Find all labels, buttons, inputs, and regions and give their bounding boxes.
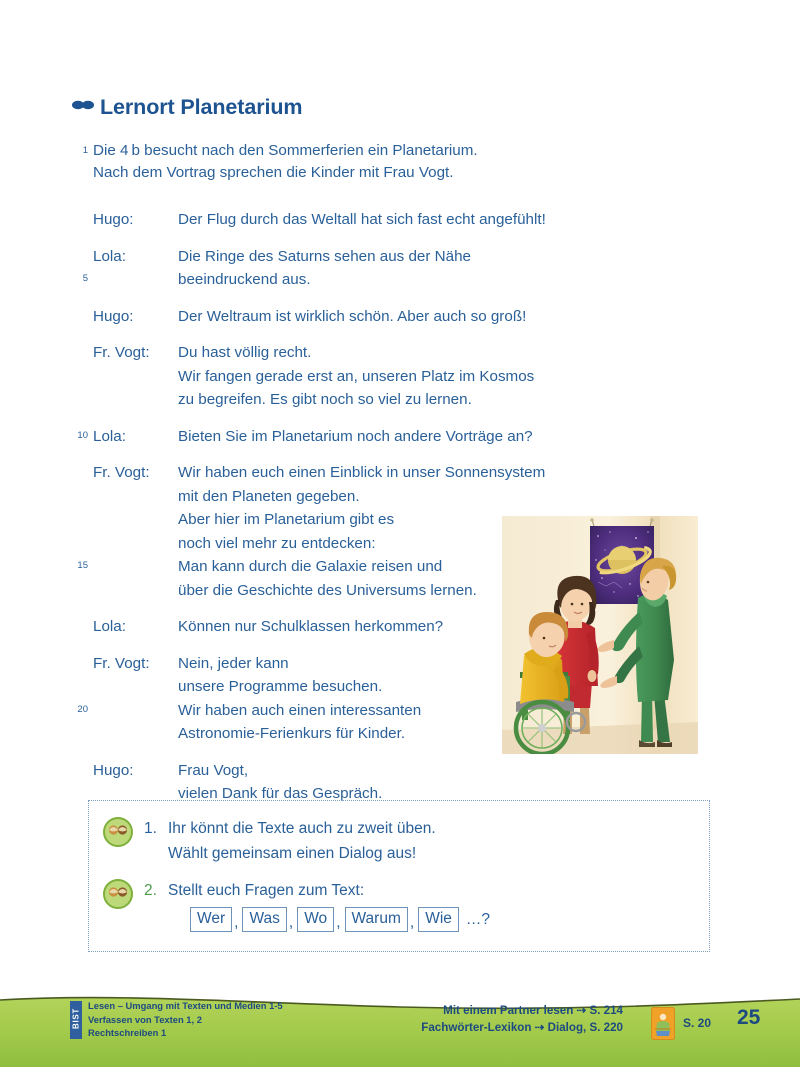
task-item xyxy=(103,816,436,866)
dialogue-line xyxy=(72,388,692,412)
dialogue-turn xyxy=(72,305,692,329)
speaker-name xyxy=(93,555,178,579)
cross-reference-line[interactable]: Fachwörter-Lexikon ⇢ Dialog, S. 220 xyxy=(421,1021,623,1034)
speaker-name xyxy=(93,675,178,699)
partner-work-icon xyxy=(103,879,133,909)
utterance-text: Die Ringe des Saturns sehen aus der Nähe xyxy=(178,247,471,265)
dialogue-line xyxy=(72,759,692,783)
intro-paragraph xyxy=(72,140,672,184)
workbook-icon xyxy=(651,1007,675,1040)
task-number: 1. xyxy=(144,820,157,837)
partner-work-icon xyxy=(103,817,133,847)
dialogue-line xyxy=(72,245,692,269)
question-words-ellipsis: …? xyxy=(465,911,491,928)
utterance-text: über die Geschichte des Universums lernen. xyxy=(178,581,477,599)
intro-line-text: Nach dem Vortrag sprechen die Kinder mit Frau Vogt. xyxy=(93,164,454,181)
speaker-name xyxy=(93,268,178,292)
utterance-text: Der Flug durch das Weltall hat sich fast echt angefühlt! xyxy=(178,211,546,228)
question-word-list xyxy=(190,907,490,932)
dialogue-line xyxy=(72,365,692,389)
utterance-text: Bieten Sie im Planetarium noch andere Vorträge an? xyxy=(178,427,533,445)
utterance-text: Der Weltraum ist wirklich schön. Aber auch so groß! xyxy=(178,307,527,325)
speaker-name xyxy=(93,485,178,509)
line-number: 15 xyxy=(77,560,88,571)
utterance-text: Können nur Schulklassen herkommen? xyxy=(178,618,444,635)
utterance-text: Astronomie-Ferienkurs für Kinder. xyxy=(178,725,406,742)
planetarium-illustration xyxy=(502,516,698,754)
dialogue-line xyxy=(72,341,692,365)
bist-tab xyxy=(70,1001,82,1039)
dialogue-line xyxy=(72,485,692,509)
utterance-text: Man kann durch die Galaxie reisen und xyxy=(178,558,443,575)
task-line: Ihr könnt die Texte auch zu zweit üben. xyxy=(168,820,436,837)
utterance-text: zu begreifen. Es gibt noch so viel zu lernen. xyxy=(178,391,472,408)
intro-line xyxy=(72,140,672,162)
dialogue-line xyxy=(72,208,692,232)
speaker-name xyxy=(93,388,178,412)
utterance-text: vielen Dank für das Gespräch. xyxy=(178,785,383,802)
speaker-name: Fr. Vogt: xyxy=(93,654,150,672)
dialogue-turn xyxy=(72,341,692,412)
question-word-wer[interactable]: Wer xyxy=(190,907,232,932)
question-word-warum[interactable]: Warum xyxy=(345,907,408,932)
utterance-text: noch viel mehr zu entdecken: xyxy=(178,534,376,552)
utterance-text: beeindruckend aus. xyxy=(178,271,311,288)
task-number: 2. xyxy=(144,882,157,899)
question-word-wie[interactable]: Wie xyxy=(418,907,459,932)
speaker-name: Fr. Vogt: xyxy=(93,464,150,481)
dialogue-line xyxy=(72,305,692,329)
utterance-text: Frau Vogt, xyxy=(178,761,249,779)
double-dot-icon xyxy=(72,98,94,112)
curriculum-line: Verfassen von Texten 1, 2 xyxy=(88,1013,202,1025)
utterance-text: mit den Planeten gegeben. xyxy=(178,487,360,505)
speaker-name xyxy=(93,699,178,723)
page-footer xyxy=(0,987,800,1067)
utterance-text: Nein, jeder kann xyxy=(178,654,289,672)
question-word-was[interactable]: Was xyxy=(242,907,286,932)
speaker-name xyxy=(93,532,178,556)
page-title xyxy=(72,95,302,120)
task-item xyxy=(103,878,490,932)
dialogue-turn xyxy=(72,245,692,292)
cross-reference-line[interactable]: Mit einem Partner lesen ⇢ S. 214 xyxy=(443,1004,623,1017)
dialogue-turn xyxy=(72,425,692,449)
workbook-page-ref: S. 20 xyxy=(683,1016,712,1030)
speaker-name xyxy=(93,722,178,746)
task-text xyxy=(168,878,490,932)
speaker-name: Lola: xyxy=(93,618,126,635)
speaker-name xyxy=(93,365,178,389)
utterance-text: Wir haben euch einen Einblick in unser Sonnensystem xyxy=(178,464,546,481)
exercise-box xyxy=(88,800,710,952)
cross-references xyxy=(421,1002,623,1036)
line-number: 1 xyxy=(82,145,88,156)
speaker-name: Hugo: xyxy=(93,307,134,325)
task-text xyxy=(168,816,436,866)
line-number: 5 xyxy=(82,273,88,284)
speaker-name: Hugo: xyxy=(93,211,134,228)
utterance-text: unsere Programme besuchen. xyxy=(178,678,383,695)
page-title-text: Lernort Planetarium xyxy=(100,95,303,119)
curriculum-line: Lesen – Umgang mit Texten und Medien 1-5 xyxy=(88,1000,283,1011)
separator-comma: , xyxy=(288,914,294,931)
footer-content xyxy=(0,987,800,1067)
separator-comma: , xyxy=(336,914,341,931)
dialogue-line xyxy=(72,268,692,292)
utterance-text: Wir fangen gerade erst an, unseren Platz im Kosmos xyxy=(178,367,535,385)
intro-line-text: Die 4 b besucht nach den Sommerferien ein Planetarium. xyxy=(93,142,478,159)
separator-comma: , xyxy=(234,914,239,931)
task-line: Wählt gemeinsam einen Dialog aus! xyxy=(168,845,417,862)
utterance-text: Du hast völlig recht. xyxy=(178,344,312,361)
curriculum-line: Rechtschreiben 1 xyxy=(88,1027,167,1038)
dialogue-turn xyxy=(72,759,692,806)
task-line: Stellt euch Fragen zum Text: xyxy=(168,882,365,899)
speaker-name: Fr. Vogt: xyxy=(93,344,150,361)
speaker-name xyxy=(93,579,178,603)
separator-comma: , xyxy=(409,914,415,931)
page-number: 25 xyxy=(737,1006,761,1029)
line-number: 10 xyxy=(77,429,88,441)
dialogue-turn xyxy=(72,208,692,232)
utterance-text: Aber hier im Planetarium gibt es xyxy=(178,511,395,528)
speaker-name: Lola: xyxy=(93,247,126,265)
dialogue-line xyxy=(72,425,692,449)
dialogue-line xyxy=(72,461,692,485)
question-word-wo[interactable]: Wo xyxy=(297,907,334,932)
intro-line xyxy=(72,162,672,184)
line-number: 20 xyxy=(77,703,88,715)
bist-label: BIST xyxy=(71,1007,81,1030)
speaker-name xyxy=(93,508,178,532)
speaker-name: Lola: xyxy=(93,427,126,445)
curriculum-standards xyxy=(88,999,283,1040)
speaker-name: Hugo: xyxy=(93,761,134,779)
utterance-text: Wir haben auch einen interessanten xyxy=(178,701,422,719)
